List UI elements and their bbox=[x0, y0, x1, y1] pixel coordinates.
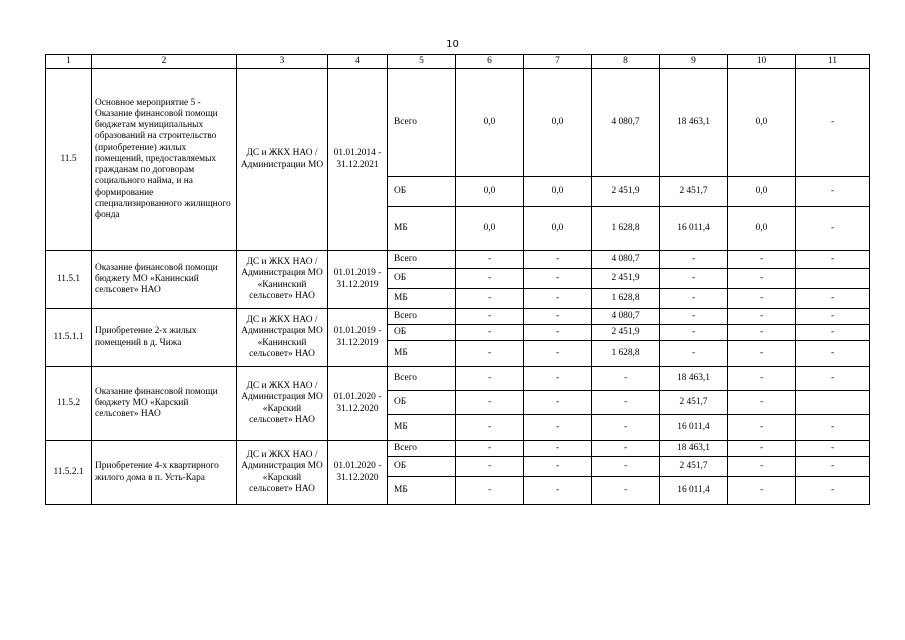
table-row bbox=[46, 251, 870, 269]
value-cell: - bbox=[728, 325, 796, 341]
column-header: 11 bbox=[796, 55, 870, 69]
value-cell: 2 451,7 bbox=[660, 391, 728, 415]
value-cell bbox=[796, 391, 870, 415]
value-cell: - bbox=[660, 309, 728, 325]
column-header: 4 bbox=[328, 55, 388, 69]
value-cell bbox=[796, 269, 870, 289]
value-cell: - bbox=[660, 325, 728, 341]
column-header: 6 bbox=[456, 55, 524, 69]
funding-source: МБ bbox=[388, 289, 456, 309]
funding-source: ОБ bbox=[388, 457, 456, 477]
value-cell: 1 628,8 bbox=[592, 289, 660, 309]
row-code: 11.5.1 bbox=[46, 251, 92, 309]
column-header: 5 bbox=[388, 55, 456, 69]
funding-source: Всего bbox=[388, 251, 456, 269]
value-cell: - bbox=[456, 309, 524, 325]
funding-source: Всего bbox=[388, 69, 456, 177]
column-header: 2 bbox=[92, 55, 237, 69]
value-cell: - bbox=[796, 289, 870, 309]
value-cell: - bbox=[728, 309, 796, 325]
measure-name: Основное мероприятие 5 - Оказание финансовой помощи бюджетам муниципальных образований на строительство (приобретение) жилых помещений, предоставляемых гражданам по договорам социального найма, и на формирование специализированного жилищного фонда bbox=[92, 69, 237, 251]
value-cell: 2 451,9 bbox=[592, 177, 660, 207]
value-cell: 4 080,7 bbox=[592, 309, 660, 325]
value-cell: - bbox=[592, 391, 660, 415]
row-code: 11.5.1.1 bbox=[46, 309, 92, 367]
value-cell: - bbox=[524, 457, 592, 477]
value-cell: - bbox=[456, 367, 524, 391]
value-cell: - bbox=[456, 341, 524, 367]
value-cell: 0,0 bbox=[456, 177, 524, 207]
value-cell: - bbox=[796, 325, 870, 341]
value-cell: - bbox=[728, 289, 796, 309]
page-number: 10 bbox=[446, 39, 459, 50]
column-header: 9 bbox=[660, 55, 728, 69]
value-cell: - bbox=[796, 177, 870, 207]
value-cell: 1 628,8 bbox=[592, 341, 660, 367]
value-cell: - bbox=[660, 251, 728, 269]
executor-cell: ДС и ЖКХ НАО / Администрация МО «Карский сельсовет» НАО bbox=[237, 367, 328, 441]
value-cell: - bbox=[660, 269, 728, 289]
value-cell: 2 451,7 bbox=[660, 457, 728, 477]
value-cell: - bbox=[456, 251, 524, 269]
funding-source: ОБ bbox=[388, 325, 456, 341]
value-cell: - bbox=[524, 415, 592, 441]
value-cell: 18 463,1 bbox=[660, 367, 728, 391]
row-code: 11.5 bbox=[46, 69, 92, 251]
value-cell: - bbox=[728, 477, 796, 505]
value-cell: 0,0 bbox=[456, 207, 524, 251]
funding-source: МБ bbox=[388, 477, 456, 505]
value-cell: - bbox=[524, 341, 592, 367]
executor-cell: ДС и ЖКХ НАО / Администрация МО «Карский сельсовет» НАО bbox=[237, 441, 328, 505]
period-cell: 01.01.2019 - 31.12.2019 bbox=[328, 251, 388, 309]
table-row bbox=[46, 367, 870, 391]
value-cell: - bbox=[796, 367, 870, 391]
executor-cell: ДС и ЖКХ НАО / Администрации МО bbox=[237, 69, 328, 251]
value-cell: 0,0 bbox=[524, 177, 592, 207]
value-cell: - bbox=[796, 441, 870, 457]
value-cell: - bbox=[796, 69, 870, 177]
value-cell: - bbox=[728, 269, 796, 289]
value-cell: - bbox=[796, 457, 870, 477]
value-cell: - bbox=[796, 251, 870, 269]
value-cell: - bbox=[728, 415, 796, 441]
period-cell: 01.01.2020 - 31.12.2020 bbox=[328, 441, 388, 505]
value-cell: 0,0 bbox=[524, 207, 592, 251]
value-cell: 4 080,7 bbox=[592, 251, 660, 269]
value-cell: - bbox=[524, 269, 592, 289]
period-cell: 01.01.2019 - 31.12.2019 bbox=[328, 309, 388, 367]
value-cell: 4 080,7 bbox=[592, 69, 660, 177]
budget-table bbox=[45, 54, 870, 505]
value-cell: - bbox=[592, 367, 660, 391]
value-cell: - bbox=[456, 477, 524, 505]
value-cell: 2 451,9 bbox=[592, 269, 660, 289]
value-cell: - bbox=[524, 441, 592, 457]
value-cell: - bbox=[728, 391, 796, 415]
value-cell: 2 451,7 bbox=[660, 177, 728, 207]
column-header: 7 bbox=[524, 55, 592, 69]
table-row bbox=[46, 69, 870, 177]
value-cell: - bbox=[728, 367, 796, 391]
table-row bbox=[46, 441, 870, 457]
value-cell: - bbox=[592, 441, 660, 457]
value-cell: - bbox=[524, 251, 592, 269]
value-cell: - bbox=[796, 341, 870, 367]
value-cell: 16 011,4 bbox=[660, 477, 728, 505]
value-cell: - bbox=[796, 207, 870, 251]
funding-source: Всего bbox=[388, 309, 456, 325]
value-cell: 2 451,9 bbox=[592, 325, 660, 341]
value-cell: - bbox=[592, 457, 660, 477]
value-cell: 18 463,1 bbox=[660, 441, 728, 457]
value-cell: - bbox=[524, 309, 592, 325]
value-cell: - bbox=[660, 289, 728, 309]
value-cell: 18 463,1 bbox=[660, 69, 728, 177]
value-cell: 16 011,4 bbox=[660, 207, 728, 251]
column-header: 1 bbox=[46, 55, 92, 69]
value-cell: - bbox=[728, 457, 796, 477]
value-cell: - bbox=[456, 457, 524, 477]
value-cell: - bbox=[660, 341, 728, 367]
value-cell: - bbox=[728, 251, 796, 269]
value-cell: - bbox=[524, 325, 592, 341]
measure-name: Приобретение 4-х квартирного жилого дома в п. Усть-Кара bbox=[92, 441, 237, 505]
funding-source: МБ bbox=[388, 207, 456, 251]
value-cell: 0,0 bbox=[728, 177, 796, 207]
value-cell: - bbox=[456, 391, 524, 415]
funding-source: МБ bbox=[388, 415, 456, 441]
value-cell: - bbox=[796, 477, 870, 505]
value-cell: - bbox=[524, 391, 592, 415]
table-row bbox=[46, 309, 870, 325]
value-cell: 16 011,4 bbox=[660, 415, 728, 441]
value-cell: - bbox=[524, 289, 592, 309]
measure-name: Оказание финансовой помощи бюджету МО «Канинский сельсовет» НАО bbox=[92, 251, 237, 309]
funding-source: МБ bbox=[388, 341, 456, 367]
value-cell: - bbox=[592, 415, 660, 441]
value-cell: 0,0 bbox=[524, 69, 592, 177]
period-cell: 01.01.2020 - 31.12.2020 bbox=[328, 367, 388, 441]
value-cell: - bbox=[456, 415, 524, 441]
funding-source: ОБ bbox=[388, 177, 456, 207]
row-code: 11.5.2 bbox=[46, 367, 92, 441]
value-cell: - bbox=[728, 341, 796, 367]
column-header: 8 bbox=[592, 55, 660, 69]
column-header: 3 bbox=[237, 55, 328, 69]
funding-source: Всего bbox=[388, 367, 456, 391]
measure-name: Оказание финансовой помощи бюджету МО «Карский сельсовет» НАО bbox=[92, 367, 237, 441]
value-cell: 1 628,8 bbox=[592, 207, 660, 251]
row-code: 11.5.2.1 bbox=[46, 441, 92, 505]
funding-source: Всего bbox=[388, 441, 456, 457]
value-cell: - bbox=[456, 325, 524, 341]
column-header: 10 bbox=[728, 55, 796, 69]
value-cell: 0,0 bbox=[456, 69, 524, 177]
executor-cell: ДС и ЖКХ НАО / Администрация МО «Канинский сельсовет» НАО bbox=[237, 309, 328, 367]
column-number-row bbox=[46, 55, 870, 69]
value-cell: - bbox=[456, 441, 524, 457]
value-cell: - bbox=[728, 441, 796, 457]
funding-source: ОБ bbox=[388, 391, 456, 415]
period-cell: 01.01.2014 - 31.12.2021 bbox=[328, 69, 388, 251]
value-cell: 0,0 bbox=[728, 207, 796, 251]
funding-source: ОБ bbox=[388, 269, 456, 289]
value-cell: - bbox=[456, 289, 524, 309]
value-cell: - bbox=[796, 415, 870, 441]
measure-name: Приобретение 2-х жилых помещений в д. Чижа bbox=[92, 309, 237, 367]
value-cell: 0,0 bbox=[728, 69, 796, 177]
value-cell: - bbox=[592, 477, 660, 505]
value-cell: - bbox=[796, 309, 870, 325]
value-cell: - bbox=[524, 477, 592, 505]
executor-cell: ДС и ЖКХ НАО / Администрация МО «Канинский сельсовет» НАО bbox=[237, 251, 328, 309]
value-cell: - bbox=[524, 367, 592, 391]
value-cell: - bbox=[456, 269, 524, 289]
